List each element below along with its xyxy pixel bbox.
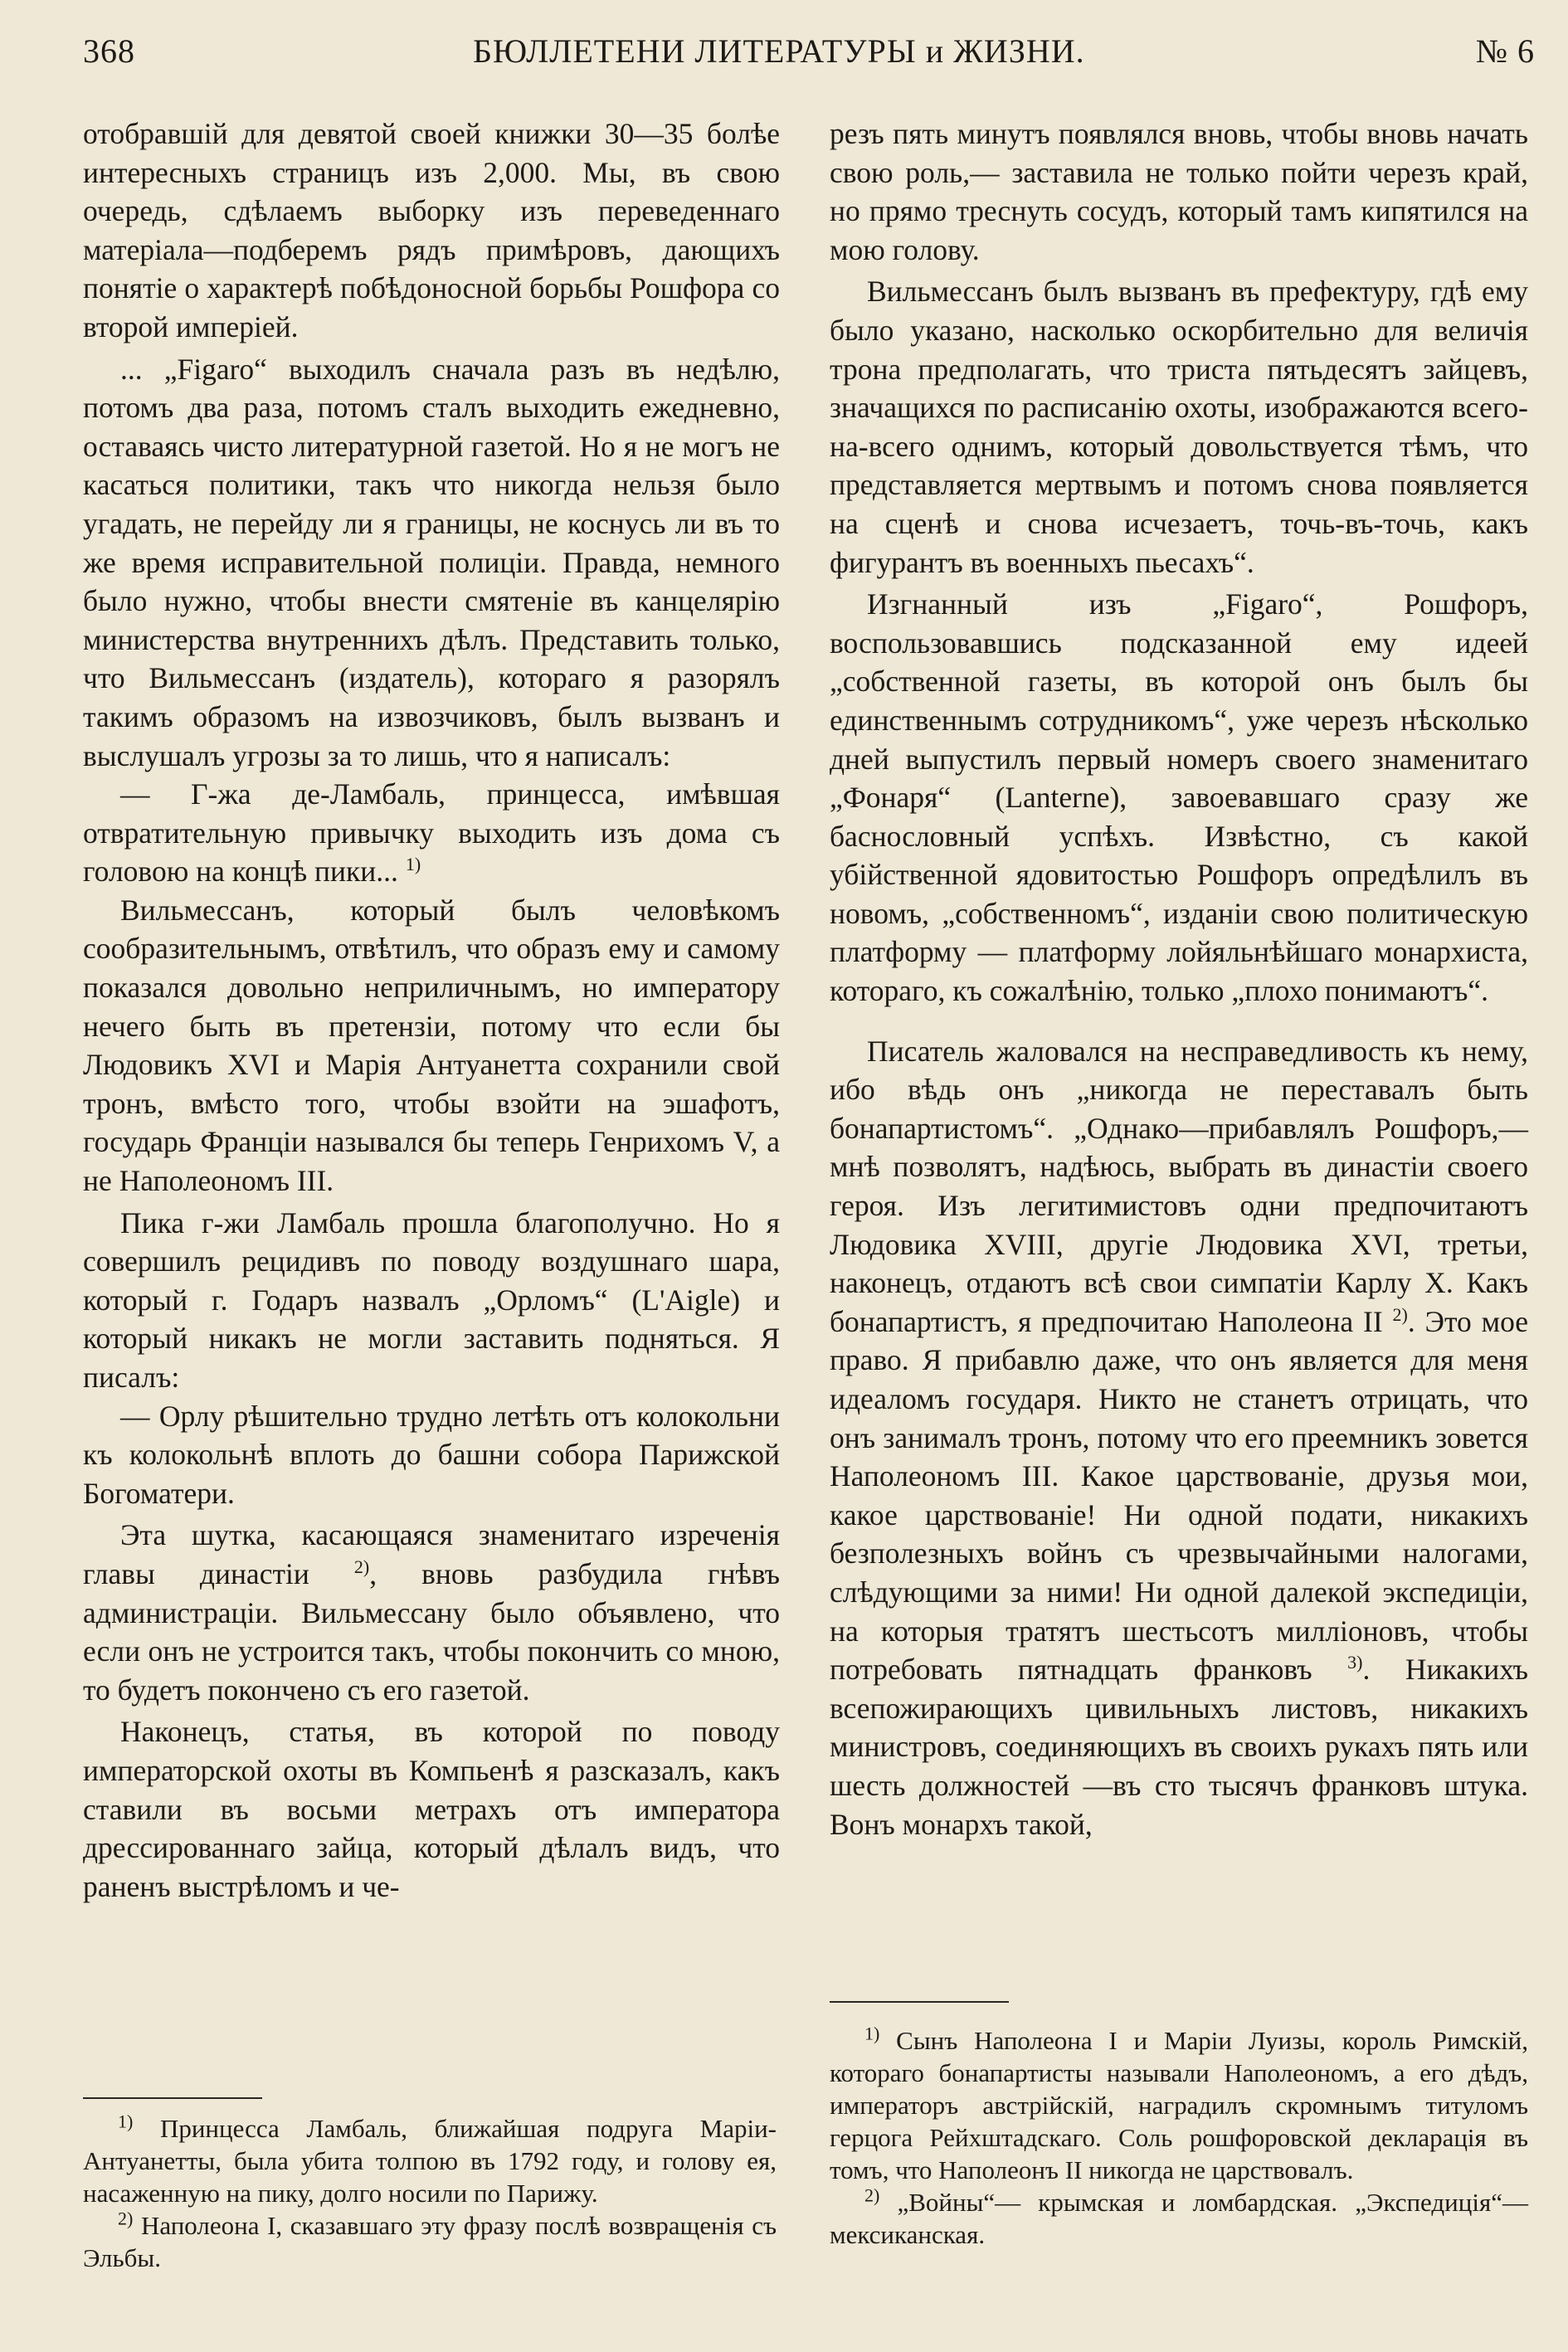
paragraph: Вильмессанъ, который былъ человѣкомъ сообразительнымъ, отвѣтилъ, что образъ ему и самому показался довольно неприличнымъ, но императору нечего быть въ претензіи, потому что если бы Людовикъ XVI и Марія Антуанетта сохранили свой тронъ, вмѣсто того, чтобы взойти на эшафотъ, государь Франціи назывался бы теперь Генрихомъ V, а не Наполеономъ III. xyxy=(83,893,780,1198)
footnote xyxy=(830,2024,1528,2186)
issue-number: № 6 xyxy=(1475,32,1535,70)
paragraph: Пика г-жи Ламбаль прошла благополучно. Но я совершилъ рецидивъ по поводу воздушнаго шара, который г. Годаръ назвалъ „Орломъ“ (L'Aigle) и который никакъ не могли заставить подняться. Я писалъ: xyxy=(83,1205,780,1394)
footnote-text: Сынъ Наполеона I и Маріи Луизы, король Римскій, котораго бонапартисты называли Наполеономъ, а его дѣдъ, императоръ австрійскій, наградилъ скромнымъ титуломъ герцога Рейхштадскаго. Соль рошфоровской декларація въ томъ, что Наполеонъ II никогда не царствовалъ. xyxy=(830,2026,1528,2184)
left-column xyxy=(83,114,780,1906)
footnote xyxy=(83,2209,777,2274)
footnote-mark: 2) xyxy=(118,2208,134,2229)
paragraph xyxy=(830,1032,1528,1843)
paragraph-text: Эта шутка, касающаяся знаменитаго изреченія главы династіи xyxy=(83,1518,780,1590)
footnote-mark: 1) xyxy=(118,2111,134,2132)
footnote-divider xyxy=(830,2001,1009,2003)
footnote-mark: 1) xyxy=(864,2023,880,2044)
paragraph: — Орлу рѣшительно трудно летѣть отъ колокольни къ колокольнѣ вплоть до башни собора Парижской Богоматери. xyxy=(83,1399,780,1510)
paragraph-text: , вновь разбудила гнѣвъ администраціи. Вильмессану было объявлено, что если онъ не устроится такъ, чтобы покончить со мною, то будетъ покончено съ его газетой. xyxy=(83,1556,780,1707)
footnote xyxy=(830,2186,1528,2251)
journal-title: БЮЛЛЕТЕНИ ЛИТЕРАТУРЫ и ЖИЗНИ. xyxy=(473,32,1085,70)
paragraph: Изгнанный изъ „Figaro“, Рошфоръ, воспользовавшись подсказанной ему идеей „собственной газеты, въ которой онъ былъ бы единственнымъ сотрудникомъ“, уже черезъ нѣсколько дней выпустилъ первый номеръ своего знаменитаго „Фонаря“ (Lanterne), завоевавшаго сразу же баснословный успѣхъ. Извѣстно, съ какой убійственной ядовитостью Рошфоръ опредѣлилъ въ новомъ, „собственномъ“, изданіи свою политическую платформу — платформу лойяльнѣйшаго монархиста, котораго, къ сожалѣнію, только „плохо понимаютъ“. xyxy=(830,587,1528,1008)
footnote-divider xyxy=(83,2097,262,2099)
paragraph: резъ пять минутъ появлялся вновь, чтобы вновь начать свою роль,— заставила не только пойти черезъ край, но прямо треснуть сосудъ, который тамъ кипятился на мою голову. xyxy=(830,117,1528,266)
footnote-text: „Войны“— крымская и ломбардская. „Экспедиція“— мексиканская. xyxy=(830,2188,1528,2249)
running-header xyxy=(83,32,1535,81)
paragraph xyxy=(83,1516,780,1709)
paragraph-text: . Никакихъ всепожирающихъ цивильныхъ листовъ, никакихъ министровъ, соединяющихъ въ своихъ рукахъ пять или шесть должностей —въ сто тысячъ франковъ штука. Вонъ монархъ такой, xyxy=(830,1653,1529,1841)
page-number: 368 xyxy=(83,32,135,70)
left-footnotes xyxy=(83,2112,777,2274)
footnote-text: Наполеона I, сказавшаго эту фразу послѣ возвращенія съ Эльбы. xyxy=(83,2211,777,2272)
paragraph: Наконецъ, статья, въ которой по поводу императорской охоты въ Компьенѣ я разсказалъ, какъ ставили въ восьми метрахъ отъ императора дрессированнаго зайца, который дѣлалъ видъ, что раненъ выстрѣломъ и че- xyxy=(83,1715,780,1903)
footnote-ref: 1) xyxy=(405,854,421,875)
footnote-ref: 2) xyxy=(353,1556,370,1578)
footnote-ref: 3) xyxy=(1347,1652,1363,1673)
right-column xyxy=(830,114,1528,1843)
footnote-mark: 2) xyxy=(864,2184,880,2206)
paragraph: Вильмессанъ былъ вызванъ въ префектуру, гдѣ ему было указано, насколько оскорбительно для величія трона предполагать, что триста пятьдесятъ зайцевъ, значащихся по расписанію охоты, изображаются всего-на-всего однимъ, который довольствуется тѣмъ, что представляется мертвымъ и потомъ снова появляется на сценѣ и снова исчезаетъ, точь-въ-точь, какъ фигурантъ въ военныхъ пьесахъ“. xyxy=(830,275,1528,579)
paragraph-text: . Это мое право. Я прибавлю даже, что онъ является для меня идеаломъ государя. Никто не станетъ отрицать, что онъ занималъ тронъ, потому что его преемникъ зовется Наполеономъ III. Какое царствованіе, друзья мои, какое царствованіе! Ни одной подати, никакихъ безполезныхъ войнъ съ чрезвычайными налогами, слѣдующими за ними! Ни одной далекой экспедиціи, на которыя тратятъ шестьсотъ милліоновъ, чтобы потребовать пятнадцать франковъ xyxy=(830,1304,1529,1687)
paragraph: ... „Figaro“ выходилъ сначала разъ въ недѣлю, потомъ два раза, потомъ сталъ выходить ежедневно, оставаясь чисто литературной газетой. Но я не могъ не касаться политики, такъ что никогда нельзя было угадать, не перейду ли я границы, не коснусь ли въ то же время исправительной полиціи. Правда, немного было нужно, чтобы внести смятеніе въ канцелярію министерства внутреннихъ дѣлъ. Представить только, что Вильмессанъ (издатель), котораго я разорялъ такимъ образомъ на извозчиковъ, былъ вызванъ и выслушалъ угрозы за то лишь, что я написалъ: xyxy=(83,352,780,772)
paragraph-text: Писатель жаловался на несправедливость къ нему, ибо вѣдь онъ „никогда не переставалъ быть бонапартистомъ“. „Однако—прибавлялъ Рошфоръ,— мнѣ позволятъ, надѣюсь, выбрать въ династіи своего героя. Изъ легитимистовъ одни предпочитаютъ Людовика XVIII, другіе Людовика XVI, третьи, наконецъ, отдаютъ всѣ свои симпатіи Карлу X. Какъ бонапартистъ, я предпочитаю Наполеона II xyxy=(830,1034,1528,1338)
paragraph-text: — Г-жа де-Ламбаль, принцесса, имѣвшая отвратительную привычку выходить изъ дома съ головою на концѣ пики... xyxy=(83,777,780,889)
footnote-ref: 2) xyxy=(1392,1303,1408,1325)
footnote-text: Принцесса Ламбаль, ближайшая подруга Маріи-Антуанетты, была убита толпою въ 1792 году, и голову ея, насаженную на пику, долго носили по Парижу. xyxy=(83,2114,777,2208)
paragraph: отобравшій для девятой своей книжки 30—35 болѣе интересныхъ страницъ изъ 2,000. Мы, въ свою очередь, сдѣлаемъ выборку изъ переведеннаго матеріала—подберемъ рядъ примѣровъ, дающихъ понятіе о характерѣ побѣдоносной борьбы Рошфора со второй имперіей. xyxy=(83,117,780,343)
right-footnotes xyxy=(830,2024,1528,2251)
footnote xyxy=(83,2112,777,2209)
paragraph xyxy=(83,775,780,891)
